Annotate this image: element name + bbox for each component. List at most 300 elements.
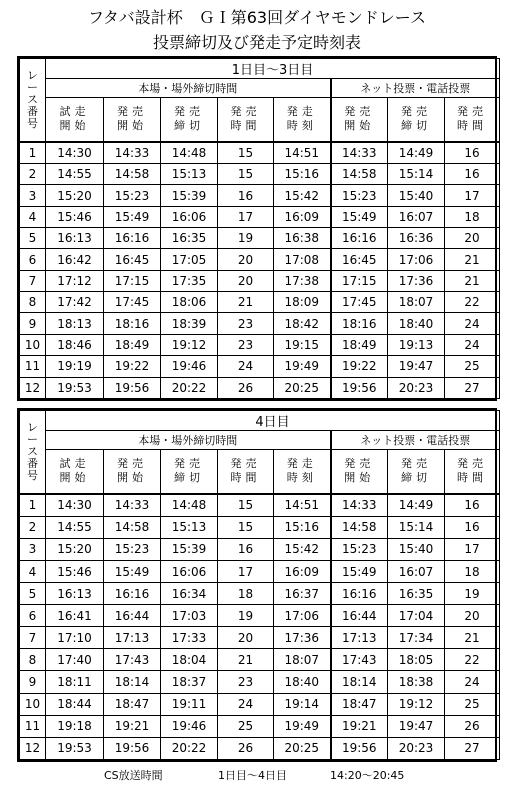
time-cell: 19 bbox=[218, 228, 274, 249]
time-cell: 25 bbox=[445, 693, 500, 715]
venue-group-header: 本場・場外締切時間 bbox=[46, 431, 331, 450]
race-header-char: レ bbox=[27, 68, 38, 82]
time-cell: 14:58 bbox=[331, 164, 388, 185]
table-row bbox=[20, 516, 500, 538]
race-number: 7 bbox=[20, 627, 46, 649]
time-cell: 16 bbox=[445, 494, 500, 517]
time-cell: 19:53 bbox=[46, 737, 104, 759]
time-cell: 16:06 bbox=[161, 206, 218, 227]
time-cell: 15:16 bbox=[274, 164, 331, 185]
time-cell: 17:12 bbox=[46, 270, 104, 291]
time-cell: 14:33 bbox=[104, 142, 161, 164]
time-cell: 14:48 bbox=[161, 142, 218, 164]
time-cell: 17 bbox=[218, 206, 274, 227]
time-cell: 15:49 bbox=[331, 561, 388, 583]
column-header bbox=[218, 98, 274, 142]
time-cell: 16:35 bbox=[388, 583, 445, 605]
time-cell: 20 bbox=[218, 270, 274, 291]
time-cell: 18:09 bbox=[274, 292, 331, 313]
time-cell: 18:47 bbox=[331, 693, 388, 715]
time-cell: 17:36 bbox=[388, 270, 445, 291]
time-cell: 14:55 bbox=[46, 516, 104, 538]
venue-group-header: 本場・場外締切時間 bbox=[46, 79, 331, 98]
race-number-header bbox=[20, 411, 46, 494]
time-cell: 17:15 bbox=[331, 270, 388, 291]
time-cell: 22 bbox=[445, 649, 500, 671]
column-header-bottom: 締切 bbox=[174, 119, 204, 133]
time-cell: 15:23 bbox=[104, 538, 161, 560]
race-header-char: 番 bbox=[27, 104, 38, 118]
time-cell: 16:07 bbox=[388, 561, 445, 583]
time-cell: 18 bbox=[445, 206, 500, 227]
race-number: 10 bbox=[20, 693, 46, 715]
race-number: 2 bbox=[20, 516, 46, 538]
time-cell: 19:56 bbox=[104, 737, 161, 759]
race-number: 11 bbox=[20, 356, 46, 377]
race-number-header bbox=[20, 59, 46, 142]
time-cell: 18:16 bbox=[104, 313, 161, 334]
race-number: 9 bbox=[20, 671, 46, 693]
time-cell: 16:09 bbox=[274, 206, 331, 227]
time-cell: 27 bbox=[445, 737, 500, 759]
race-header-char: レ bbox=[27, 420, 38, 434]
time-cell: 18:16 bbox=[331, 313, 388, 334]
table-row bbox=[20, 356, 500, 377]
race-number: 6 bbox=[20, 249, 46, 270]
table-row bbox=[20, 292, 500, 313]
column-header-bottom: 開始 bbox=[117, 471, 147, 485]
time-cell: 19:18 bbox=[46, 715, 104, 737]
time-cell: 17:34 bbox=[388, 627, 445, 649]
race-header-char: 号 bbox=[27, 468, 38, 482]
time-cell: 18 bbox=[445, 561, 500, 583]
column-header-top: 発売 bbox=[174, 105, 204, 119]
time-cell: 16 bbox=[218, 185, 274, 206]
time-cell: 19:21 bbox=[104, 715, 161, 737]
time-cell: 14:51 bbox=[274, 494, 331, 517]
column-header-top: 発売 bbox=[401, 105, 431, 119]
table-row bbox=[20, 249, 500, 270]
time-cell: 16:13 bbox=[46, 583, 104, 605]
time-cell: 17:06 bbox=[388, 249, 445, 270]
time-cell: 24 bbox=[445, 313, 500, 334]
race-number: 1 bbox=[20, 142, 46, 164]
race-header-char: ー bbox=[27, 432, 38, 446]
broadcast-label: CS放送時間 bbox=[104, 769, 163, 782]
time-cell: 24 bbox=[218, 693, 274, 715]
column-header bbox=[218, 450, 274, 494]
time-cell: 16:34 bbox=[161, 583, 218, 605]
time-cell: 16 bbox=[445, 142, 500, 164]
column-header bbox=[388, 98, 445, 142]
online-group-header: ネット投票・電話投票 bbox=[331, 79, 500, 98]
column-header bbox=[331, 450, 388, 494]
time-cell: 18 bbox=[218, 583, 274, 605]
time-cell: 15 bbox=[218, 142, 274, 164]
page-title: フタバ設計杯 ＧＩ第63回ダイヤモンドレース bbox=[88, 8, 426, 27]
time-cell: 17 bbox=[445, 185, 500, 206]
time-cell: 15:14 bbox=[388, 164, 445, 185]
time-cell: 21 bbox=[445, 627, 500, 649]
time-cell: 18:05 bbox=[388, 649, 445, 671]
column-header-top: 発走 bbox=[286, 457, 317, 471]
column-header-bottom: 時間 bbox=[230, 471, 261, 485]
column-header-top: 発売 bbox=[344, 457, 375, 471]
time-cell: 23 bbox=[218, 313, 274, 334]
time-cell: 16:06 bbox=[161, 561, 218, 583]
column-header-top: 発走 bbox=[286, 105, 317, 119]
column-header-top: 発売 bbox=[457, 457, 488, 471]
column-header bbox=[104, 98, 161, 142]
time-cell: 19:13 bbox=[388, 334, 445, 355]
race-number: 2 bbox=[20, 164, 46, 185]
time-cell: 18:49 bbox=[331, 334, 388, 355]
time-cell: 26 bbox=[218, 377, 274, 399]
column-header-bottom: 時刻 bbox=[286, 119, 317, 133]
time-cell: 14:30 bbox=[46, 494, 104, 517]
time-cell: 19:12 bbox=[161, 334, 218, 355]
column-header bbox=[161, 450, 218, 494]
time-cell: 19:12 bbox=[388, 693, 445, 715]
table-row bbox=[20, 142, 500, 164]
time-cell: 16:38 bbox=[274, 228, 331, 249]
time-cell: 18:40 bbox=[274, 671, 331, 693]
race-number: 8 bbox=[20, 292, 46, 313]
time-cell: 14:33 bbox=[331, 494, 388, 517]
column-header-bottom: 時間 bbox=[230, 119, 261, 133]
time-cell: 18:14 bbox=[104, 671, 161, 693]
race-number: 4 bbox=[20, 561, 46, 583]
time-cell: 15:16 bbox=[274, 516, 331, 538]
column-header-top: 発売 bbox=[344, 105, 375, 119]
time-cell: 14:48 bbox=[161, 494, 218, 517]
time-cell: 17:36 bbox=[274, 627, 331, 649]
schedule-table bbox=[19, 58, 500, 399]
race-number: 6 bbox=[20, 605, 46, 627]
time-cell: 19:21 bbox=[331, 715, 388, 737]
race-header-char: ス bbox=[27, 92, 38, 106]
time-cell: 15:46 bbox=[46, 206, 104, 227]
time-cell: 18:04 bbox=[161, 649, 218, 671]
table-row bbox=[20, 649, 500, 671]
time-cell: 19:46 bbox=[161, 356, 218, 377]
table-row bbox=[20, 737, 500, 759]
time-cell: 14:49 bbox=[388, 142, 445, 164]
time-cell: 15:40 bbox=[388, 185, 445, 206]
time-cell: 15 bbox=[218, 164, 274, 185]
column-header-top: 発売 bbox=[230, 457, 261, 471]
time-cell: 14:33 bbox=[104, 494, 161, 517]
time-cell: 15:13 bbox=[161, 164, 218, 185]
column-header bbox=[445, 450, 500, 494]
time-cell: 15:13 bbox=[161, 516, 218, 538]
time-cell: 17:06 bbox=[274, 605, 331, 627]
time-cell: 16:16 bbox=[104, 228, 161, 249]
column-header-bottom: 時刻 bbox=[286, 471, 317, 485]
time-cell: 16:45 bbox=[104, 249, 161, 270]
time-cell: 17 bbox=[445, 538, 500, 560]
table-row bbox=[20, 228, 500, 249]
time-cell: 17:33 bbox=[161, 627, 218, 649]
time-cell: 15:42 bbox=[274, 185, 331, 206]
column-header-top: 発売 bbox=[174, 457, 204, 471]
time-cell: 17 bbox=[218, 561, 274, 583]
time-cell: 18:38 bbox=[388, 671, 445, 693]
column-header bbox=[46, 450, 104, 494]
page-subtitle: 投票締切及び発走予定時刻表 bbox=[152, 33, 361, 52]
table-row bbox=[20, 313, 500, 334]
time-cell: 16 bbox=[218, 538, 274, 560]
time-cell: 19:49 bbox=[274, 715, 331, 737]
table-row bbox=[20, 270, 500, 291]
race-header-char: ー bbox=[27, 80, 38, 94]
time-cell: 20:25 bbox=[274, 737, 331, 759]
time-cell: 17:15 bbox=[104, 270, 161, 291]
timetable-day-4 bbox=[17, 408, 497, 762]
time-cell: 19:56 bbox=[104, 377, 161, 399]
time-cell: 21 bbox=[218, 292, 274, 313]
race-number: 7 bbox=[20, 270, 46, 291]
race-number: 3 bbox=[20, 185, 46, 206]
time-cell: 15:40 bbox=[388, 538, 445, 560]
column-header-bottom: 時間 bbox=[457, 471, 488, 485]
table-row bbox=[20, 671, 500, 693]
time-cell: 15:49 bbox=[104, 561, 161, 583]
online-group-header: ネット投票・電話投票 bbox=[331, 431, 500, 450]
time-cell: 16:16 bbox=[331, 228, 388, 249]
table-row bbox=[20, 377, 500, 399]
time-cell: 20 bbox=[445, 605, 500, 627]
time-cell: 16:36 bbox=[388, 228, 445, 249]
time-cell: 14:58 bbox=[331, 516, 388, 538]
time-cell: 19:22 bbox=[331, 356, 388, 377]
time-cell: 19:11 bbox=[161, 693, 218, 715]
time-cell: 19:14 bbox=[274, 693, 331, 715]
time-cell: 21 bbox=[445, 270, 500, 291]
time-cell: 15 bbox=[218, 494, 274, 517]
race-number: 10 bbox=[20, 334, 46, 355]
time-cell: 18:14 bbox=[331, 671, 388, 693]
time-cell: 23 bbox=[218, 334, 274, 355]
time-cell: 15:39 bbox=[161, 538, 218, 560]
race-number: 3 bbox=[20, 538, 46, 560]
time-cell: 14:49 bbox=[388, 494, 445, 517]
column-header-bottom: 開始 bbox=[117, 119, 147, 133]
time-cell: 16:09 bbox=[274, 561, 331, 583]
race-header-char: 号 bbox=[27, 116, 38, 130]
time-cell: 18:39 bbox=[161, 313, 218, 334]
time-cell: 21 bbox=[445, 249, 500, 270]
time-cell: 20:23 bbox=[388, 737, 445, 759]
race-number: 8 bbox=[20, 649, 46, 671]
column-header-top: 発売 bbox=[457, 105, 488, 119]
time-cell: 14:58 bbox=[104, 164, 161, 185]
time-cell: 19 bbox=[218, 605, 274, 627]
race-number: 1 bbox=[20, 494, 46, 517]
column-header bbox=[331, 98, 388, 142]
time-cell: 15:46 bbox=[46, 561, 104, 583]
column-header-bottom: 締切 bbox=[174, 471, 204, 485]
time-cell: 16:42 bbox=[46, 249, 104, 270]
table-row bbox=[20, 185, 500, 206]
time-cell: 15:49 bbox=[104, 206, 161, 227]
column-header-top: 試走 bbox=[59, 105, 90, 119]
time-cell: 17:10 bbox=[46, 627, 104, 649]
table-row bbox=[20, 164, 500, 185]
column-header bbox=[161, 98, 218, 142]
table-row bbox=[20, 627, 500, 649]
column-header-top: 発売 bbox=[117, 457, 147, 471]
table-row bbox=[20, 334, 500, 355]
race-number: 4 bbox=[20, 206, 46, 227]
time-cell: 17:43 bbox=[104, 649, 161, 671]
race-number: 12 bbox=[20, 377, 46, 399]
time-cell: 15:23 bbox=[331, 185, 388, 206]
time-cell: 16:45 bbox=[331, 249, 388, 270]
race-number: 5 bbox=[20, 583, 46, 605]
time-cell: 18:47 bbox=[104, 693, 161, 715]
time-cell: 17:43 bbox=[331, 649, 388, 671]
time-cell: 18:37 bbox=[161, 671, 218, 693]
time-cell: 16:13 bbox=[46, 228, 104, 249]
time-cell: 20 bbox=[218, 627, 274, 649]
time-cell: 14:55 bbox=[46, 164, 104, 185]
broadcast-time: 14:20～20:45 bbox=[330, 769, 405, 782]
day-range: 1日目～3日目 bbox=[46, 59, 500, 79]
time-cell: 19:19 bbox=[46, 356, 104, 377]
time-cell: 15:20 bbox=[46, 185, 104, 206]
table-row bbox=[20, 206, 500, 227]
column-header-bottom: 開始 bbox=[344, 471, 375, 485]
time-cell: 18:07 bbox=[274, 649, 331, 671]
time-cell: 15:20 bbox=[46, 538, 104, 560]
time-cell: 17:08 bbox=[274, 249, 331, 270]
time-cell: 15 bbox=[218, 516, 274, 538]
time-cell: 17:45 bbox=[331, 292, 388, 313]
time-cell: 18:13 bbox=[46, 313, 104, 334]
column-header-bottom: 開始 bbox=[59, 471, 90, 485]
column-header-bottom: 締切 bbox=[401, 119, 431, 133]
time-cell: 15:23 bbox=[104, 185, 161, 206]
time-cell: 17:05 bbox=[161, 249, 218, 270]
race-number: 5 bbox=[20, 228, 46, 249]
time-cell: 24 bbox=[218, 356, 274, 377]
table-row bbox=[20, 583, 500, 605]
time-cell: 18:11 bbox=[46, 671, 104, 693]
time-cell: 17:13 bbox=[331, 627, 388, 649]
race-number: 12 bbox=[20, 737, 46, 759]
time-cell: 17:42 bbox=[46, 292, 104, 313]
time-cell: 25 bbox=[218, 715, 274, 737]
column-header-top: 試走 bbox=[59, 457, 90, 471]
time-cell: 17:45 bbox=[104, 292, 161, 313]
time-cell: 20:25 bbox=[274, 377, 331, 399]
column-header bbox=[274, 98, 331, 142]
time-cell: 17:04 bbox=[388, 605, 445, 627]
time-cell: 16:07 bbox=[388, 206, 445, 227]
column-header-top: 発売 bbox=[117, 105, 147, 119]
column-header-bottom: 開始 bbox=[59, 119, 90, 133]
time-cell: 20 bbox=[218, 249, 274, 270]
time-cell: 15:14 bbox=[388, 516, 445, 538]
table-row bbox=[20, 715, 500, 737]
time-cell: 19:49 bbox=[274, 356, 331, 377]
time-cell: 19:46 bbox=[161, 715, 218, 737]
time-cell: 20 bbox=[445, 228, 500, 249]
time-cell: 20:23 bbox=[388, 377, 445, 399]
column-header bbox=[46, 98, 104, 142]
time-cell: 18:07 bbox=[388, 292, 445, 313]
time-cell: 21 bbox=[218, 649, 274, 671]
table-row bbox=[20, 605, 500, 627]
time-cell: 14:58 bbox=[104, 516, 161, 538]
table-row bbox=[20, 538, 500, 560]
column-header-bottom: 締切 bbox=[401, 471, 431, 485]
time-cell: 26 bbox=[445, 715, 500, 737]
column-header-bottom: 開始 bbox=[344, 119, 375, 133]
time-cell: 18:49 bbox=[104, 334, 161, 355]
time-cell: 19:47 bbox=[388, 715, 445, 737]
time-cell: 16:44 bbox=[104, 605, 161, 627]
time-cell: 16 bbox=[445, 164, 500, 185]
table-row bbox=[20, 561, 500, 583]
time-cell: 16:41 bbox=[46, 605, 104, 627]
column-header-top: 発売 bbox=[230, 105, 261, 119]
time-cell: 23 bbox=[218, 671, 274, 693]
time-cell: 17:38 bbox=[274, 270, 331, 291]
time-cell: 15:42 bbox=[274, 538, 331, 560]
broadcast-days: 1日目～4日目 bbox=[218, 769, 287, 782]
time-cell: 16:37 bbox=[274, 583, 331, 605]
time-cell: 16 bbox=[445, 516, 500, 538]
time-cell: 15:39 bbox=[161, 185, 218, 206]
time-cell: 22 bbox=[445, 292, 500, 313]
day-range: 4日目 bbox=[46, 411, 500, 431]
time-cell: 19:15 bbox=[274, 334, 331, 355]
time-cell: 18:46 bbox=[46, 334, 104, 355]
timetable-days-1-3 bbox=[17, 56, 497, 401]
time-cell: 16:35 bbox=[161, 228, 218, 249]
time-cell: 26 bbox=[218, 737, 274, 759]
time-cell: 18:40 bbox=[388, 313, 445, 334]
race-header-char: ス bbox=[27, 444, 38, 458]
column-header-bottom: 時間 bbox=[457, 119, 488, 133]
time-cell: 17:35 bbox=[161, 270, 218, 291]
time-cell: 14:30 bbox=[46, 142, 104, 164]
time-cell: 24 bbox=[445, 334, 500, 355]
time-cell: 19 bbox=[445, 583, 500, 605]
time-cell: 19:47 bbox=[388, 356, 445, 377]
time-cell: 20:22 bbox=[161, 377, 218, 399]
table-row bbox=[20, 494, 500, 517]
time-cell: 15:23 bbox=[331, 538, 388, 560]
time-cell: 20:22 bbox=[161, 737, 218, 759]
time-cell: 18:06 bbox=[161, 292, 218, 313]
time-cell: 19:56 bbox=[331, 377, 388, 399]
time-cell: 19:22 bbox=[104, 356, 161, 377]
time-cell: 15:49 bbox=[331, 206, 388, 227]
column-header bbox=[274, 450, 331, 494]
column-header bbox=[104, 450, 161, 494]
time-cell: 16:16 bbox=[104, 583, 161, 605]
time-cell: 17:13 bbox=[104, 627, 161, 649]
table-row bbox=[20, 693, 500, 715]
time-cell: 14:51 bbox=[274, 142, 331, 164]
time-cell: 18:42 bbox=[274, 313, 331, 334]
time-cell: 24 bbox=[445, 671, 500, 693]
time-cell: 27 bbox=[445, 377, 500, 399]
time-cell: 17:03 bbox=[161, 605, 218, 627]
